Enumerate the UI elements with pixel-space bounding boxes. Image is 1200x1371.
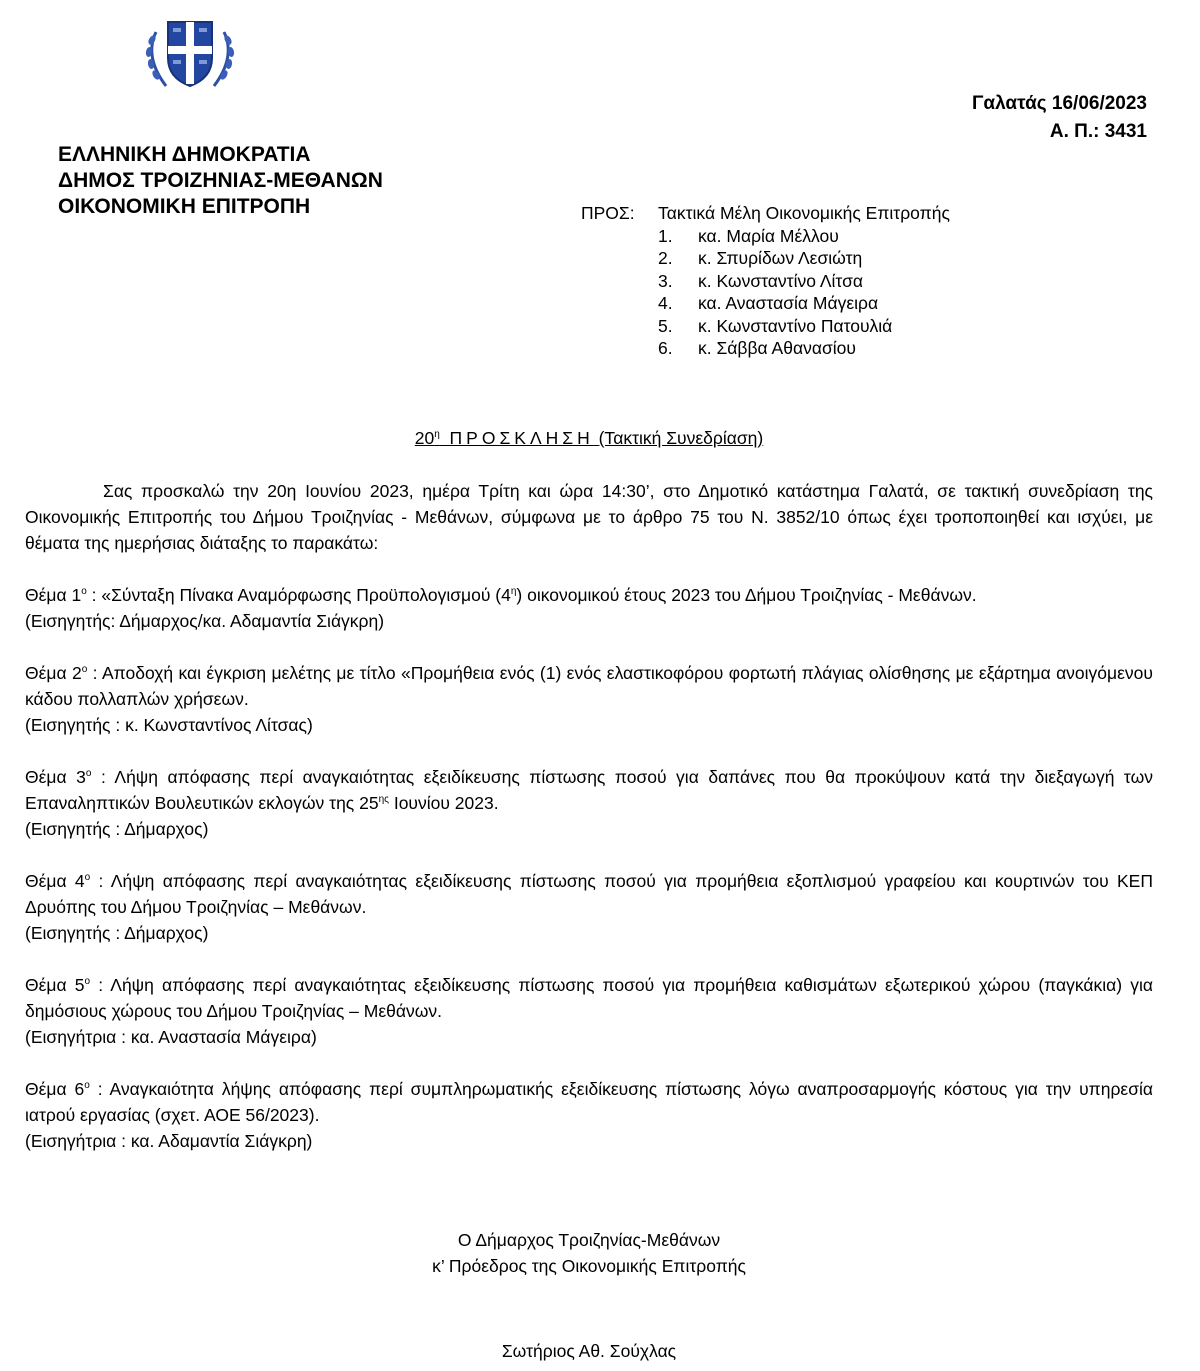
agenda-topic <box>25 868 1153 920</box>
protocol-number: Α. Π.: 3431 <box>1049 121 1147 142</box>
signer-name: Σωτήριος Αθ. Σούχλας <box>501 1341 677 1361</box>
document-date: Γαλατάς 16/06/2023 <box>972 93 1147 114</box>
recipient-item <box>658 270 950 293</box>
intro-paragraph: Σας προσκαλώ την 20η Ιουνίου 2023, ημέρα Τρίτη και ώρα 14:30’, στο Δημοτικό κατάστημα Γαλατά, σε τακτική συνεδρίαση της Οικονομικής Επιτροπής του Δήμου Τροιζηνίας - Μεθάνων, σύμφωνα με το άρθρο 75 του Ν. 3852/10 όπως έχει τροποποιηθεί και ισχύει, με θέματα της ημερήσιας διάταξης το παρακάτω: <box>25 481 1153 553</box>
org-line-municipality: ΔΗΜΟΣ ΤΡΟΙΖΗΝΙΑΣ-ΜΕΘΑΝΩΝ <box>58 169 383 192</box>
topic-text: Λήψη απόφασης περί αναγκαιότητας εξειδίκευσης πίστωσης ποσού για προμήθεια εξοπλισμού γραφείου και κουρτινών του ΚΕΠ Δρυόπης του Δήμου Τροιζηνίας – Μεθάνων. <box>25 871 1153 917</box>
recipients-block <box>581 202 950 360</box>
topic-rapporteur: (Εισηγητής : Δήμαρχος) <box>25 819 209 839</box>
recipient-name: κ. Κωνσταντίνο Λίτσα <box>698 270 864 291</box>
title-main: ΠΡΟΣΚΛΗΣΗ <box>449 428 594 448</box>
title-number-sup: η <box>434 429 440 441</box>
recipient-number: 2. <box>658 248 673 268</box>
greek-coat-of-arms-emblem-icon <box>136 12 244 96</box>
agenda-topic <box>25 582 1153 608</box>
signature-block <box>0 1227 1178 1279</box>
topic-text-end: Ιουνίου 2023. <box>388 793 499 813</box>
recipient-item <box>658 247 950 270</box>
recipient-number: 3. <box>658 270 673 291</box>
recipient-item <box>658 225 950 248</box>
recipients-label: ΠΡΟΣ: <box>581 203 635 223</box>
topic-label-sup: ο <box>81 586 87 598</box>
title-sub: (Τακτική Συνεδρίαση) <box>598 428 764 448</box>
recipient-number: 1. <box>658 225 673 246</box>
topic-label-sup: ο <box>84 1080 90 1092</box>
topic-label: Θέμα 6 <box>25 1079 85 1099</box>
topic-text-sup: ης <box>378 794 389 806</box>
topic-separator: : <box>91 767 115 787</box>
recipient-number: 5. <box>658 315 673 336</box>
topic-separator: : <box>90 975 111 995</box>
topic-separator: : <box>86 585 102 605</box>
recipients-heading: Τακτικά Μέλη Οικονομικής Επιτροπής <box>658 203 950 223</box>
topic-label-sup: ο <box>85 768 92 780</box>
topic-text: Αποδοχή και έγκριση μελέτης με τίτλο «Προμήθεια ενός (1) ενός ελαστικοφόρου φορτωτή πλάγιας ολίσθησης με εξάρτημα ανοιγόμενου κάδου πολλαπλών χρήσεων. <box>25 663 1153 709</box>
org-line-republic: ΕΛΛΗΝΙΚΗ ΔΗΜΟΚΡΑΤΙΑ <box>58 143 311 166</box>
topic-rapporteur: (Εισηγητής : Δήμαρχος) <box>25 923 209 943</box>
signature-title: Ο Δήμαρχος Τροιζηνίας-Μεθάνων <box>457 1230 721 1250</box>
recipient-name: κ. Σάββα Αθανασίου <box>698 338 856 358</box>
invitation-title <box>0 428 1178 449</box>
topic-label: Θέμα 1 <box>25 585 82 605</box>
agenda-topic <box>25 972 1153 1024</box>
topic-text: Λήψη απόφασης περί αναγκαιότητας εξειδίκευσης πίστωσης ποσού για δαπάνες που θα προκύψουν κατά την διεξαγωγή των Επαναληπτικών Βουλευτικών εκλογών της 25 <box>25 767 1154 813</box>
topic-separator: : <box>87 663 102 683</box>
topic-rapporteur: (Εισηγήτρια : κα. Αναστασία Μάγειρα) <box>25 1027 317 1047</box>
document-body <box>25 478 1153 1154</box>
agenda-topic <box>25 764 1153 816</box>
topic-text: Αναγκαιότητα λήψης απόφασης περί συμπληρωματικής εξειδίκευσης πίστωσης λόγω αναπροσαρμογής κόστους για την υπηρεσία ιατρού εργασίας (σχετ. ΑΟΕ 56/2023). <box>25 1079 1154 1125</box>
topic-separator: : <box>90 871 111 891</box>
recipient-number: 4. <box>658 293 673 313</box>
recipient-name: κ. Κωνσταντίνο Πατουλιά <box>698 315 893 336</box>
title-number: 20 <box>414 428 435 448</box>
recipient-name: κα. Αναστασία Μάγειρα <box>698 293 879 313</box>
agenda-topic <box>25 660 1153 712</box>
topic-text: Λήψη απόφασης περί αναγκαιότητας εξειδίκευσης πίστωσης ποσού για προμήθεια καθισμάτων εξωτερικού χώρου (παγκάκια) για δημόσιους χώρους του Δήμου Τροιζηνίας – Μεθάνων. <box>25 975 1154 1021</box>
topic-rapporteur: (Εισηγητής: Δήμαρχος/κα. Αδαμαντία Σιάγκρη) <box>25 611 385 631</box>
topic-separator: : <box>89 1079 110 1099</box>
topic-label: Θέμα 3 <box>25 767 86 787</box>
topic-label-sup: ο <box>84 872 91 884</box>
topic-label: Θέμα 4 <box>25 871 85 891</box>
topic-label: Θέμα 2 <box>25 663 82 683</box>
topic-label-sup: ο <box>81 664 88 676</box>
agenda-topic <box>25 1076 1153 1128</box>
topic-text-end: ) οικονομικού έτους 2023 του Δήμου Τροιζηνίας - Μεθάνων. <box>516 585 977 605</box>
org-line-committee: ΟΙΚΟΝΟΜΙΚΗ ΕΠΙΤΡΟΠΗ <box>58 195 311 218</box>
recipient-item <box>658 292 950 315</box>
topic-label: Θέμα 5 <box>25 975 85 995</box>
recipient-number: 6. <box>658 338 673 358</box>
recipient-name: κ. Σπυρίδων Λεσιώτη <box>698 248 863 268</box>
recipient-item <box>658 337 950 360</box>
organization-header <box>58 142 383 220</box>
topic-text-sup: η <box>510 586 517 598</box>
topic-rapporteur: (Εισηγητής : κ. Κωνσταντίνος Λίτσας) <box>25 715 313 735</box>
topic-text: «Σύνταξη Πίνακα Αναμόρφωσης Προϋπολογισμού (4 <box>101 585 511 605</box>
signature-role: κ’ Πρόεδρος της Οικονομικής Επιτροπής <box>432 1256 746 1276</box>
recipient-item <box>658 315 950 338</box>
date-protocol-block <box>972 90 1147 146</box>
topic-label-sup: ο <box>84 976 91 988</box>
recipients-list <box>581 225 950 360</box>
recipient-name: κα. Μαρία Μέλλου <box>698 225 839 246</box>
topic-rapporteur: (Εισηγήτρια : κα. Αδαμαντία Σιάγκρη) <box>25 1131 313 1151</box>
recipients-heading-line <box>581 202 950 225</box>
